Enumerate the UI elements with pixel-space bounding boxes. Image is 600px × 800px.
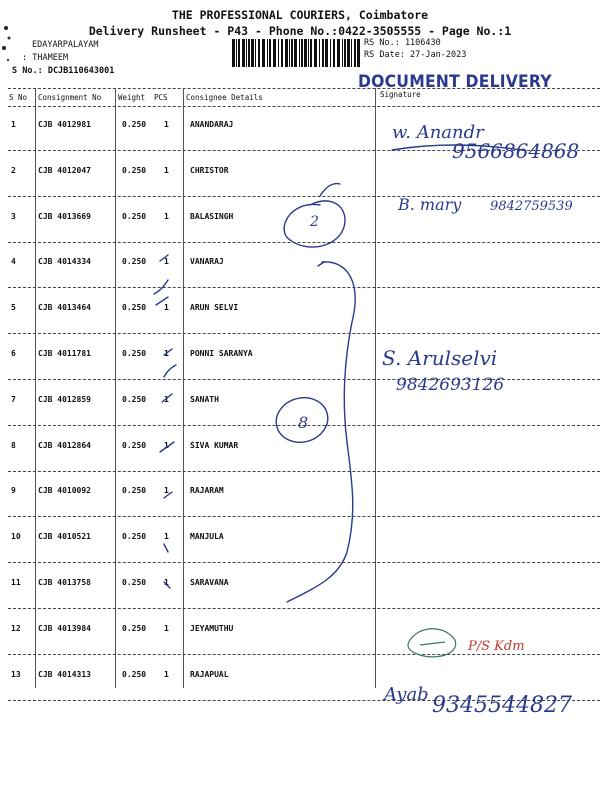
- barcode-bar: [246, 39, 247, 67]
- row-divider: [8, 196, 600, 197]
- row-consignment-no: CJB 4010092: [38, 486, 91, 496]
- row-pcs: 1: [164, 165, 169, 175]
- row-consignee: CHRISTOR: [190, 165, 229, 175]
- row-consignment-no: CJB 4010521: [38, 532, 91, 542]
- row-pcs: 1: [164, 440, 169, 450]
- col-divider: [183, 88, 184, 688]
- col-pcs: PCS: [154, 93, 168, 102]
- sign-row1: w. Anandr: [392, 122, 484, 143]
- row-consignment-no: CJB 4013464: [38, 303, 91, 313]
- row-consignment-no: CJB 4012981: [38, 120, 91, 129]
- barcode-bar: [232, 39, 235, 67]
- row-sno: 6: [11, 349, 16, 358]
- row-consignee: ANANDARAJ: [190, 120, 234, 129]
- row-sno: 9: [11, 486, 16, 496]
- row-consignment-no: CJB 4014334: [38, 257, 91, 267]
- row-divider: [8, 150, 600, 151]
- phone-row6: 9842693126: [396, 375, 505, 395]
- branch-name: EDAYARPALAYAM: [32, 40, 99, 50]
- row-sno: 7: [11, 394, 16, 404]
- barcode-bar: [342, 39, 343, 67]
- barcode-bar: [248, 39, 250, 67]
- row-weight: 0.250: [122, 349, 147, 358]
- col-divider: [35, 88, 36, 688]
- document-delivery-stamp: DOCUMENT DELIVERY: [358, 72, 552, 92]
- row-consignee: VANARAJ: [190, 257, 224, 267]
- row-weight: 0.250: [122, 440, 147, 450]
- row-pcs: 1: [164, 532, 169, 542]
- barcode-bar: [299, 39, 300, 67]
- col-divider: [375, 88, 376, 688]
- row-consignee: RAJAPUAL: [190, 669, 229, 679]
- row-consignment-no: CJB 4014313: [38, 669, 91, 679]
- barcode-bar: [278, 39, 279, 67]
- barcode-bar: [314, 39, 317, 67]
- row-sno: 13: [11, 669, 21, 679]
- row-pcs: 1: [164, 578, 169, 587]
- row-consignee: BALASINGH: [190, 211, 234, 221]
- barcode-bar: [269, 39, 271, 67]
- row-consignment-no: CJB 4013984: [38, 623, 91, 633]
- barcode-bar: [294, 39, 297, 67]
- barcode-bar: [308, 39, 309, 67]
- row-weight: 0.250: [122, 303, 147, 313]
- col-divider: [115, 88, 116, 688]
- row-weight: 0.250: [122, 120, 147, 129]
- row-consignee: SIVA KUMAR: [190, 440, 239, 450]
- row-consignment-no: CJB 4012047: [38, 165, 91, 175]
- barcode-bar: [325, 39, 328, 67]
- row-sno: 10: [11, 532, 21, 542]
- barcode-bar: [310, 39, 312, 67]
- row-weight: 0.250: [122, 486, 147, 496]
- barcode-bar: [354, 39, 356, 67]
- row-weight: 0.250: [122, 623, 147, 633]
- row-weight: 0.250: [122, 257, 147, 267]
- row-sno: 2: [11, 165, 16, 175]
- row-pcs: 1: [164, 303, 169, 313]
- row-consignee: MANJULA: [190, 532, 224, 542]
- row-consignee: PONNI SARANYA: [190, 349, 253, 358]
- circled-number: 2: [310, 214, 319, 230]
- row-sno: 12: [11, 623, 21, 633]
- row-weight: 0.250: [122, 211, 147, 221]
- row-weight: 0.250: [122, 165, 147, 175]
- rs-date: RS Date: 27-Jan-2023: [364, 50, 467, 60]
- col-consignment: Consignment No: [38, 93, 102, 102]
- row-weight: 0.250: [122, 532, 147, 542]
- phone-row2: 9842759539: [490, 199, 573, 214]
- barcode-bar: [351, 39, 352, 67]
- barcode: [232, 39, 360, 67]
- sign-row2: B. mary: [398, 195, 462, 214]
- row-pcs: 1: [164, 623, 169, 633]
- note-row12: P/S Kdm: [468, 639, 525, 654]
- row-divider: [8, 333, 600, 334]
- col-signature: Signature: [380, 90, 421, 99]
- row-weight: 0.250: [122, 394, 147, 404]
- drs-number: S No.: DCJB110643001: [12, 66, 115, 76]
- row-divider: [8, 608, 600, 609]
- row-divider: [8, 700, 600, 701]
- barcode-bar: [337, 39, 340, 67]
- row-pcs: 1: [164, 394, 169, 404]
- row-consignee: SANATH: [190, 394, 219, 404]
- barcode-bar: [357, 39, 360, 67]
- row-consignment-no: CJB 4012864: [38, 440, 91, 450]
- row-weight: 0.250: [122, 578, 147, 587]
- row-divider: [8, 425, 600, 426]
- row-sno: 1: [11, 120, 16, 129]
- circled-number: 8: [298, 413, 309, 432]
- barcode-bar: [281, 39, 283, 67]
- col-weight: Weight: [118, 93, 146, 102]
- row-divider: [8, 379, 600, 380]
- sign-row13: Ayab: [384, 684, 429, 705]
- barcode-bar: [322, 39, 324, 67]
- row-pcs: 1: [164, 349, 169, 358]
- phone-row1: 9566864868: [452, 139, 580, 163]
- runsheet-title: Delivery Runsheet - P43 - Phone No.:0422-3505555 - Page No.:1: [88, 24, 512, 38]
- row-divider: [8, 242, 600, 243]
- rs-number: RS No.: 1106430: [364, 38, 441, 48]
- barcode-bar: [330, 39, 331, 67]
- barcode-bar: [289, 39, 290, 67]
- row-consignee: RAJARAM: [190, 486, 224, 496]
- barcode-bar: [273, 39, 276, 67]
- row-divider: [8, 654, 600, 655]
- row-pcs: 1: [164, 120, 169, 129]
- barcode-bar: [251, 39, 254, 67]
- phone-row13: 9345544827: [432, 693, 572, 718]
- barcode-bar: [347, 39, 350, 67]
- row-consignee: ARUN SELVI: [190, 303, 239, 313]
- row-divider: [8, 471, 600, 472]
- row-sno: 3: [11, 211, 16, 221]
- barcode-bar: [258, 39, 260, 67]
- row-divider: [8, 562, 600, 563]
- barcode-bar: [301, 39, 303, 67]
- row-consignment-no: CJB 4011781: [38, 349, 91, 358]
- barcode-bar: [236, 39, 237, 67]
- row-consignee: SARAVANA: [190, 578, 229, 587]
- row-divider: [8, 287, 600, 288]
- row-pcs: 1: [164, 211, 169, 221]
- col-consignee: Consignee Details: [186, 93, 263, 102]
- row-pcs: 1: [164, 669, 169, 679]
- scan-artifact: [0, 20, 20, 80]
- row-consignment-no: CJB 4012859: [38, 394, 91, 404]
- barcode-bar: [267, 39, 268, 67]
- row-sno: 5: [11, 303, 16, 313]
- row-consignment-no: CJB 4013758: [38, 578, 91, 587]
- row-divider: [8, 516, 600, 517]
- barcode-bar: [285, 39, 288, 67]
- barcode-bar: [319, 39, 320, 67]
- company-title: THE PROFESSIONAL COURIERS, Coimbatore: [171, 8, 429, 22]
- barcode-bar: [242, 39, 245, 67]
- barcode-bar: [238, 39, 240, 67]
- barcode-bar: [255, 39, 256, 67]
- row-consignee: JEYAMUTHU: [190, 623, 234, 633]
- row-pcs: 1: [164, 486, 169, 496]
- barcode-bar: [304, 39, 307, 67]
- row-sno: 8: [11, 440, 16, 450]
- barcode-bar: [333, 39, 335, 67]
- row-consignment-no: CJB 4013669: [38, 211, 91, 221]
- row-sno: 11: [11, 578, 21, 587]
- row-weight: 0.250: [122, 669, 147, 679]
- staff-name: : THAMEEM: [22, 53, 69, 63]
- barcode-bar: [262, 39, 265, 67]
- sign-row6: S. Arulselvi: [382, 346, 498, 370]
- header-rule: [8, 106, 600, 107]
- barcode-bar: [344, 39, 346, 67]
- row-sno: 4: [11, 257, 16, 267]
- row-pcs: 1: [164, 257, 169, 267]
- table-top-rule: [8, 88, 600, 89]
- col-sno: S No: [9, 93, 28, 102]
- barcode-bar: [291, 39, 293, 67]
